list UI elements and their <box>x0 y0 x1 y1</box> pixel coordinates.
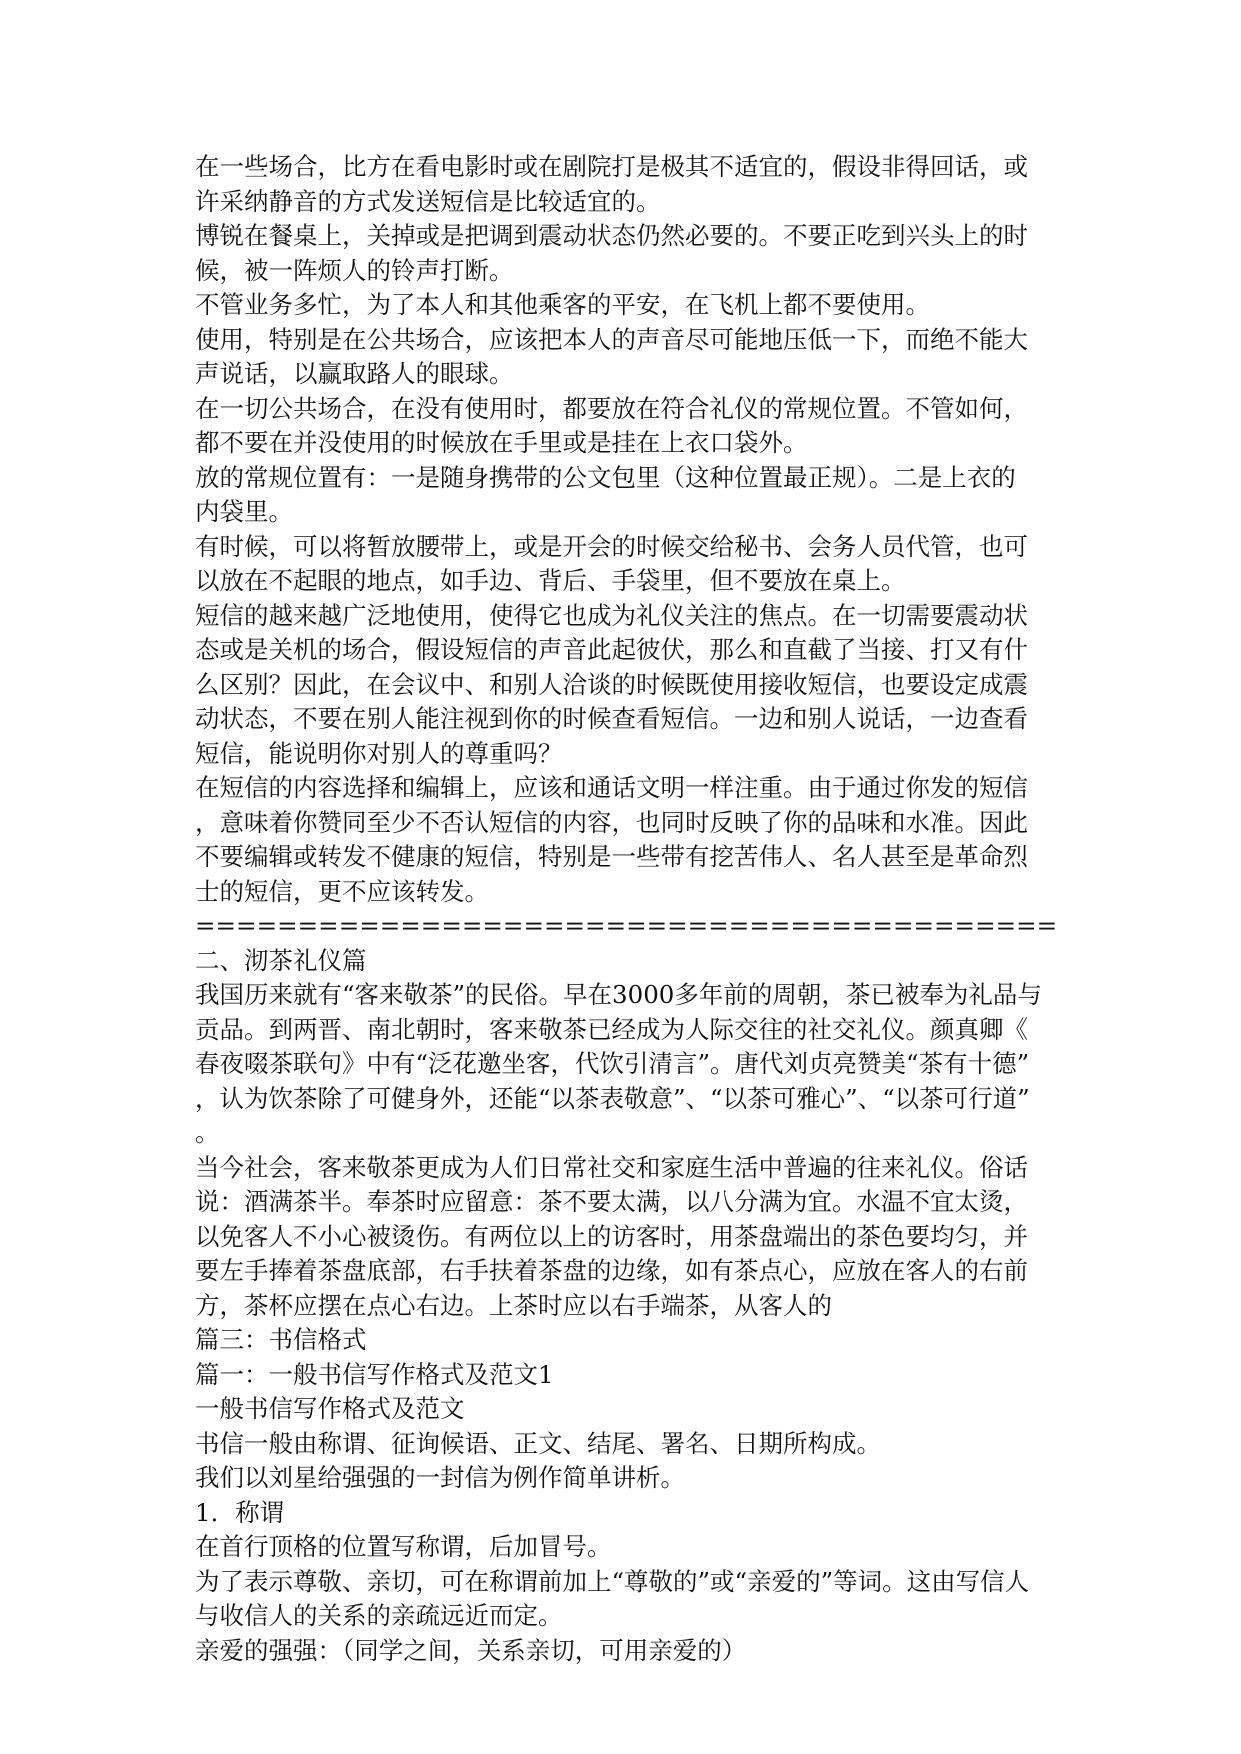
section-heading: 篇三：书信格式 <box>195 1325 367 1354</box>
text-line: 内袋里。 <box>195 497 293 526</box>
text-line: 声说话，以赢取路人的眼球。 <box>195 359 514 388</box>
numbered-heading: 1．称谓 <box>195 1497 285 1527</box>
text-line: 么区别？因此，在会议中、和别人洽谈的时候既使用接收短信，也要设定成震 <box>195 669 1028 699</box>
text-line: 动状态，不要在别人能注视到你的时候查看短信。一边和别人说话，一边查看 <box>195 704 1028 733</box>
text-line: 为了表示尊敬、亲切，可在称谓前加上“尊敬的”或“亲爱的”等词。这由写信人 <box>195 1566 1030 1596</box>
text-line: 在一些场合，比方在看电影时或在剧院打是极其不适宜的，假设非得回话，或 <box>195 152 1028 181</box>
text-line: 在一切公共场合，在没有使用时，都要放在符合礼仪的常规位置。不管如何， <box>195 393 1028 423</box>
text-line: 我国历来就有“客来敬茶”的民俗。早在3000多年前的周朝，茶已被奉为礼品与 <box>195 980 1042 1009</box>
text-line: 士的短信，更不应该转发。 <box>195 876 489 906</box>
document-body <box>195 150 1057 1668</box>
text-line: 。 <box>195 1118 220 1147</box>
text-line: 在首行顶格的位置写称谓，后加冒号。 <box>195 1532 612 1561</box>
text-line: 都不要在并没使用的时候放在手里或是挂在上衣口袋外。 <box>195 428 808 457</box>
text-line: 以免客人不小心被烫伤。有两位以上的访客时，用茶盘端出的茶色要均匀，并 <box>195 1221 1028 1251</box>
text-line: 候，被一阵烦人的铃声打断。 <box>195 255 514 285</box>
text-line: 短信，能说明你对别人的尊重吗？ <box>195 738 563 768</box>
text-line: ，认为饮茶除了可健身外，还能“以茶表敬意”、“以茶可雅心”、“以茶可行道” <box>195 1083 1030 1113</box>
text-line: 贡品。到两晋、南北朝时，客来敬茶已经成为人际交往的社交礼仪。颜真卿《 <box>195 1014 1028 1044</box>
text-line: 在短信的内容选择和编辑上，应该和通话文明一样注重。由于通过你发的短信 <box>195 773 1028 802</box>
section-heading: 篇一：一般书信写作格式及范文1 <box>195 1359 554 1389</box>
text-line: 博锐在餐桌上，关掉或是把调到震动状态仍然必要的。不要正吃到兴头上的时 <box>195 221 1028 250</box>
text-line: 以放在不起眼的地点，如手边、背后、手袋里，但不要放在桌上。 <box>195 566 906 595</box>
text-line: 许采纳静音的方式发送短信是比较适宜的。 <box>195 186 661 216</box>
text-line: 不要编辑或转发不健康的短信，特别是一些带有挖苦伟人、名人甚至是革命烈 <box>195 842 1028 871</box>
section-heading: 一般书信写作格式及范文 <box>195 1394 465 1423</box>
text-line: 不管业务多忙，为了本人和其他乘客的平安，在飞机上都不要使用。 <box>195 290 930 319</box>
text-line: 使用，特别是在公共场合，应该把本人的声音尽可能地压低一下，而绝不能大 <box>195 324 1028 354</box>
text-line: 短信的越来越广泛地使用，使得它也成为礼仪关注的焦点。在一切需要震动状 <box>195 600 1028 630</box>
text-line: 方，茶杯应摆在点心右边。上茶时应以右手端茶，从客人的 <box>195 1290 832 1320</box>
section-heading: 二、沏茶礼仪篇 <box>195 945 367 975</box>
text-line: 与收信人的关系的亲疏远近而定。 <box>195 1601 563 1630</box>
text-line: 态或是关机的场合，假设短信的声音此起彼伏，那么和直截了当接、打又有什 <box>195 635 1028 664</box>
separator-rule: ========================================== <box>195 911 1058 940</box>
text-line: 亲爱的强强：（同学之间，关系亲切，可用亲爱的） <box>195 1635 747 1665</box>
text-line: 要左手捧着茶盘底部，右手扶着茶盘的边缘，如有茶点心，应放在客人的右前 <box>195 1256 1028 1285</box>
text-line: 当今社会，客来敬茶更成为人们日常社交和家庭生活中普遍的往来礼仪。俗话 <box>195 1152 1028 1182</box>
text-line: 放的常规位置有：一是随身携带的公文包里（这种位置最正规）。二是上衣的 <box>195 462 1016 492</box>
text-line: 说：酒满茶半。奉茶时应留意：茶不要太满，以八分满为宜。水温不宜太烫， <box>195 1187 1028 1216</box>
text-line: 我们以刘星给强强的一封信为例作简单讲析。 <box>195 1463 685 1492</box>
text-line: 有时候，可以将暂放腰带上，或是开会的时候交给秘书、会务人员代管，也可 <box>195 531 1028 561</box>
text-line: 书信一般由称谓、征询候语、正文、结尾、署名、日期所构成。 <box>195 1428 881 1458</box>
text-line: ，意味着你赞同至少不否认短信的内容，也同时反映了你的品味和水准。因此 <box>195 807 1028 837</box>
text-line: 春夜啜茶联句》中有“泛花邀坐客，代饮引清言”。唐代刘贞亮赞美“茶有十德” <box>195 1049 1030 1078</box>
